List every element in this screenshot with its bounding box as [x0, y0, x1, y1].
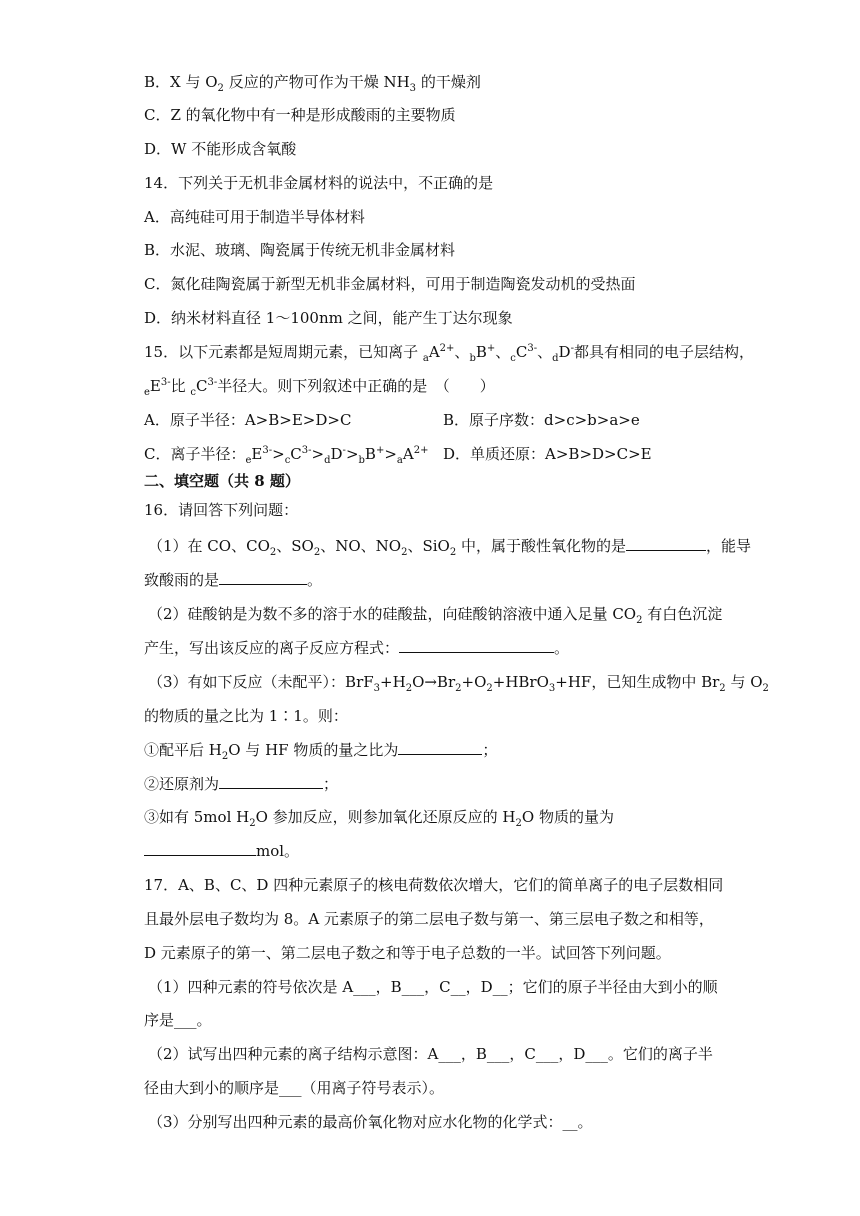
- text: 致酸雨的是: [144, 571, 220, 589]
- text: >: [311, 445, 325, 463]
- text: >: [345, 445, 359, 463]
- answer-blank[interactable]: [399, 638, 554, 653]
- text: D: [330, 445, 343, 463]
- text: 。: [307, 571, 323, 589]
- q14-option-a: A．高纯硅可用于制造半导体材料: [144, 208, 365, 226]
- q16-stem: 16．请回答下列问题：: [144, 501, 299, 519]
- text: C．离子半径：: [144, 445, 246, 463]
- superscript: 3-: [301, 445, 312, 456]
- text: 、: [495, 343, 511, 361]
- q15-option-b: B．原子序数：d>c>b>a>e: [443, 411, 640, 429]
- q16-part2-line1: [148, 604, 722, 624]
- text: O 参加反应，则参加氧化还原反应的 H: [255, 808, 516, 826]
- text: ③如有 5mol H: [144, 808, 250, 826]
- q16-part1-line1: [148, 536, 751, 556]
- text: ；: [482, 741, 498, 759]
- superscript: 3-: [262, 445, 273, 456]
- q17-part2-line1: （2）试写出四种元素的离子结构示意图：A___，B___，C___，D___。它们的离子半: [148, 1045, 713, 1063]
- subscript: a: [396, 455, 403, 466]
- q15-stem-line2: [144, 376, 495, 396]
- q14-option-d: D．纳米材料直径 1～100nm 之间，能产生丁达尔现象: [144, 309, 513, 327]
- subscript: 2: [455, 683, 462, 694]
- text: A: [428, 343, 440, 361]
- text: ；: [323, 775, 339, 793]
- subscript: 2: [762, 683, 769, 694]
- subscript: 3: [548, 683, 556, 694]
- subscript: 2: [221, 751, 229, 762]
- text: >: [384, 445, 397, 463]
- text: 的干燥剂: [416, 73, 481, 91]
- text: 、: [454, 343, 470, 361]
- q17-stem-line2: 且最外层电子数均为 8。A 元素原子的第二层电子数与第一、第三层电子数之和相等，: [144, 910, 714, 928]
- text: mol。: [256, 842, 300, 860]
- text: +HF，已知生成物中 Br: [555, 673, 720, 691]
- subscript: 2: [269, 547, 277, 558]
- subscript: 2: [401, 547, 408, 558]
- q16-sub2: [144, 774, 338, 794]
- q15-option-d: D．单质还原：A>B>D>C>E: [443, 445, 652, 463]
- text: 都具有相同的电子层结构，: [573, 343, 754, 361]
- subscript: c: [510, 353, 516, 364]
- text: （2）硅酸钠是为数不多的溶于水的硅酸盐，向硅酸钠溶液中通入足量 CO: [148, 605, 637, 623]
- answer-blank[interactable]: [219, 570, 307, 585]
- subscript: e: [245, 455, 252, 466]
- superscript: 3-: [160, 377, 171, 388]
- answer-blank[interactable]: [398, 740, 482, 755]
- text: 与 O: [725, 673, 763, 691]
- text: C: [515, 343, 528, 361]
- text: +O: [461, 673, 487, 691]
- q14-option-c: C．氮化硅陶瓷属于新型无机非金属材料，可用于制造陶瓷发动机的受热面: [144, 275, 636, 293]
- text: 、NO、NO: [320, 537, 402, 555]
- text: ②还原剂为: [144, 775, 220, 793]
- text: 产生，写出该反应的离子反应方程式：: [144, 639, 400, 657]
- q15-stem-line1: [144, 342, 754, 362]
- q16-sub3-answer: [144, 841, 299, 861]
- subscript: b: [358, 455, 365, 466]
- q17-stem-line3: D 元素原子的第一、第二层电子数之和等于电子总数的一半。试回答下列问题。: [144, 944, 671, 962]
- q17-part1-line2: 序是___。: [144, 1011, 212, 1029]
- subscript: a: [422, 353, 429, 364]
- subscript: 3: [409, 83, 417, 94]
- subscript: d: [324, 455, 331, 466]
- text: 比: [170, 377, 191, 395]
- subscript: b: [469, 353, 476, 364]
- text: A: [402, 445, 414, 463]
- superscript: +: [486, 343, 496, 354]
- q15-option-c: [144, 444, 428, 464]
- superscript: 3-: [527, 343, 538, 354]
- text: B．X 与 O: [144, 73, 218, 91]
- superscript: 2+: [439, 343, 455, 354]
- text: O 与 HF 物质的量之比为: [228, 741, 399, 759]
- superscript: -: [570, 343, 574, 354]
- subscript: c: [284, 455, 291, 466]
- q13-option-b: [144, 72, 481, 92]
- subscript: 2: [217, 83, 224, 94]
- subscript: 2: [719, 683, 726, 694]
- subscript: 2: [313, 547, 321, 558]
- superscript: 3-: [207, 377, 218, 388]
- text: +H: [380, 673, 406, 691]
- text: B: [364, 445, 376, 463]
- text: （3）有如下反应（未配平）：BrF: [148, 673, 374, 691]
- text: O→Br: [412, 673, 456, 691]
- answer-blank[interactable]: [219, 774, 323, 789]
- q16-part3-line2: 的物质的量之比为 1∶1。则：: [144, 707, 348, 725]
- text: C: [196, 377, 208, 395]
- subscript: e: [144, 387, 150, 398]
- text: E: [149, 377, 161, 395]
- text: +HBrO: [492, 673, 549, 691]
- text: 有白色沉淀: [642, 605, 723, 623]
- answer-blank[interactable]: [144, 841, 256, 856]
- text: 中，属于酸性氧化物的是: [456, 537, 626, 555]
- text: 15．以下元素都是短周期元素，已知离子: [144, 343, 423, 361]
- superscript: +: [375, 445, 385, 456]
- subscript: 3: [373, 683, 381, 694]
- text: ①配平后 H: [144, 741, 222, 759]
- q14-option-b: B．水泥、玻璃、陶瓷属于传统无机非金属材料: [144, 241, 456, 259]
- subscript: c: [190, 387, 197, 398]
- text: O 物质的量为: [521, 808, 614, 826]
- text: 反应的产物可作为干燥 NH: [223, 73, 410, 91]
- text: B: [475, 343, 487, 361]
- superscript: -: [342, 445, 346, 456]
- q15-option-a: A．原子半径：A>B>E>D>C: [144, 411, 352, 429]
- q17-stem-line1: 17．A、B、C、D 四种元素原子的核电荷数依次增大，它们的简单离子的电子层数相同: [144, 876, 724, 894]
- text: ，能导: [705, 537, 751, 555]
- q16-sub3: [144, 807, 614, 827]
- answer-blank[interactable]: [626, 536, 706, 551]
- text: 、: [537, 343, 553, 361]
- subscript: 2: [486, 683, 493, 694]
- text: 、SiO: [407, 537, 450, 555]
- text: （1）在 CO、CO: [148, 537, 270, 555]
- q16-part1-line2: [144, 570, 322, 590]
- subscript: d: [552, 353, 559, 364]
- text: 半径大。则下列叙述中正确的是 （ ）: [217, 377, 495, 395]
- text: 。: [554, 639, 570, 657]
- text: D: [558, 343, 571, 361]
- q14-stem: 14．下列关于无机非金属材料的说法中，不正确的是: [144, 174, 494, 192]
- text: 、SO: [276, 537, 314, 555]
- q13-option-c: C．Z 的氧化物中有一种是形成酸雨的主要物质: [144, 106, 456, 124]
- q17-part2-line2: 径由大到小的顺序是___（用离子符号表示）。: [144, 1079, 445, 1097]
- subscript: 2: [405, 683, 413, 694]
- subscript: 2: [249, 818, 256, 829]
- subscript: 2: [636, 615, 643, 626]
- subscript: 2: [449, 547, 457, 558]
- q16-part3-line1: [148, 672, 769, 692]
- q17-part3: （3）分别写出四种元素的最高价氧化物对应水化物的化学式：__。: [148, 1113, 593, 1131]
- q13-option-d: D．W 不能形成含氧酸: [144, 140, 297, 158]
- text: >: [272, 445, 285, 463]
- q17-part1-line1: （1）四种元素的符号依次是 A___，B___，C__，D__；它们的原子半径由大到小的顺: [148, 978, 718, 996]
- subscript: 2: [515, 818, 522, 829]
- text: C: [290, 445, 302, 463]
- section-heading: 二、填空题（共 8 题）: [144, 472, 300, 490]
- superscript: 2+: [413, 445, 429, 456]
- text: E: [251, 445, 263, 463]
- q16-part2-line2: [144, 638, 569, 658]
- q16-sub1: [144, 740, 497, 760]
